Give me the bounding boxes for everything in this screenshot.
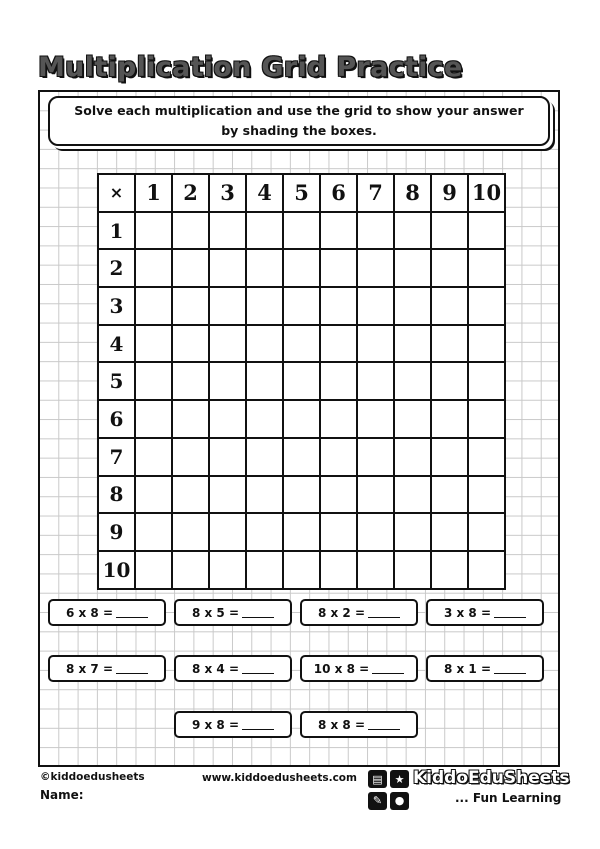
grid-col-header: 7 [357,174,394,212]
grid-row-header: 3 [98,287,135,325]
grid-shade-cell[interactable] [320,400,357,438]
grid-row [98,551,505,589]
grid-shade-cell[interactable] [209,362,246,400]
grid-col-header: 6 [320,174,357,212]
website-link[interactable]: www.kiddoedusheets.com [202,772,357,784]
grid-row-header: 5 [98,362,135,400]
grid-shade-cell[interactable] [209,438,246,476]
grid-row-header: 1 [98,212,135,250]
grid-shade-cell[interactable] [357,513,394,551]
grid-shade-cell[interactable] [135,249,172,287]
grid-shade-cell[interactable] [172,513,209,551]
grid-shade-cell[interactable] [246,362,283,400]
answer-blank[interactable] [368,719,400,730]
grid-shade-cell[interactable] [209,551,246,589]
grid-shade-cell[interactable] [394,249,431,287]
grid-shade-cell[interactable] [172,551,209,589]
grid-shade-cell[interactable] [394,476,431,514]
problem-box[interactable] [300,655,418,682]
grid-shade-cell[interactable] [209,325,246,363]
grid-shade-cell[interactable] [209,476,246,514]
grid-shade-cell[interactable] [135,212,172,250]
grid-col-header: 10 [468,174,505,212]
grid-row-header: 4 [98,325,135,363]
grid-row [98,249,505,287]
problem-box[interactable] [300,599,418,626]
problem-box[interactable] [48,599,166,626]
problem-text: 8 x 5 = [191,605,240,620]
grid-shade-cell[interactable] [394,362,431,400]
problem-box[interactable] [174,711,292,738]
grid-shade-cell[interactable] [468,362,505,400]
grid-shade-cell[interactable] [357,400,394,438]
grid-shade-cell[interactable] [468,287,505,325]
grid-shade-cell[interactable] [246,476,283,514]
grid-shade-cell[interactable] [468,325,505,363]
grid-shade-cell[interactable] [431,325,468,363]
grid-shade-cell[interactable] [135,476,172,514]
grid-row [98,287,505,325]
grid-shade-cell[interactable] [320,212,357,250]
answer-blank[interactable] [494,663,526,674]
grid-shade-cell[interactable] [320,325,357,363]
grid-shade-cell[interactable] [135,400,172,438]
grid-shade-cell[interactable] [320,249,357,287]
grid-col-header: 8 [394,174,431,212]
grid-row [98,212,505,250]
grid-shade-cell[interactable] [394,513,431,551]
grid-shade-cell[interactable] [246,212,283,250]
grid-shade-cell[interactable] [394,438,431,476]
grid-row [98,513,505,551]
grid-shade-cell[interactable] [357,362,394,400]
grid-shade-cell[interactable] [394,287,431,325]
grid-shade-cell[interactable] [283,325,320,363]
problem-text: 8 x 7 = [65,661,114,676]
grid-shade-cell[interactable] [431,400,468,438]
grid-row [98,400,505,438]
grid-shade-cell[interactable] [431,476,468,514]
grid-shade-cell[interactable] [357,551,394,589]
grid-shade-cell[interactable] [283,513,320,551]
grid-shade-cell[interactable] [468,513,505,551]
grid-shade-cell[interactable] [468,400,505,438]
grid-corner-times: × [98,174,135,212]
grid-shade-cell[interactable] [431,212,468,250]
grid-shade-cell[interactable] [283,212,320,250]
brand-tagline: ... Fun Learning [455,791,562,805]
grid-shade-cell[interactable] [468,249,505,287]
grid-shade-cell[interactable] [394,400,431,438]
instructions-box [48,96,550,146]
grid-shade-cell[interactable] [209,400,246,438]
grid-shade-cell[interactable] [172,438,209,476]
grid-shade-cell[interactable] [172,212,209,250]
grid-shade-cell[interactable] [320,476,357,514]
grid-shade-cell[interactable] [246,249,283,287]
grid-shade-cell[interactable] [283,438,320,476]
grid-shade-cell[interactable] [394,212,431,250]
answer-blank[interactable] [372,663,404,674]
grid-shade-cell[interactable] [468,438,505,476]
problem-text: 8 x 4 = [191,661,240,676]
grid-shade-cell[interactable] [320,438,357,476]
grid-shade-cell[interactable] [209,513,246,551]
pencil-icon: ✎ [368,792,387,810]
grid-row-header: 7 [98,438,135,476]
grid-shade-cell[interactable] [135,287,172,325]
answer-blank[interactable] [242,607,274,618]
grid-col-header: 9 [431,174,468,212]
grid-shade-cell[interactable] [431,513,468,551]
grid-shade-cell[interactable] [320,287,357,325]
grid-shade-cell[interactable] [283,249,320,287]
grid-shade-cell[interactable] [246,400,283,438]
grid-shade-cell[interactable] [468,212,505,250]
copyright-text: ©kiddoedusheets [40,771,145,783]
problem-box[interactable] [174,599,292,626]
grid-shade-cell[interactable] [357,249,394,287]
grid-header-row [98,174,505,212]
grid-shade-cell[interactable] [468,551,505,589]
problem-text: 6 x 8 = [65,605,114,620]
grid-shade-cell[interactable] [209,249,246,287]
problem-box[interactable] [426,599,544,626]
grid-shade-cell[interactable] [246,287,283,325]
grid-shade-cell[interactable] [209,287,246,325]
multiplication-grid [97,173,506,590]
problem-text: 8 x 2 = [317,605,366,620]
grid-shade-cell[interactable] [135,325,172,363]
grid-shade-cell[interactable] [246,325,283,363]
grid-col-header: 5 [283,174,320,212]
grid-shade-cell[interactable] [246,513,283,551]
grid-shade-cell[interactable] [394,325,431,363]
grid-shade-cell[interactable] [468,476,505,514]
grid-shade-cell[interactable] [431,362,468,400]
grid-shade-cell[interactable] [320,362,357,400]
grid-shade-cell[interactable] [320,513,357,551]
grid-shade-cell[interactable] [135,551,172,589]
grid-shade-cell[interactable] [283,476,320,514]
brand-logo-text: KiddoEduSheets [413,768,570,788]
grid-shade-cell[interactable] [357,287,394,325]
problem-box[interactable] [300,711,418,738]
grid-shade-cell[interactable] [283,362,320,400]
problem-box[interactable] [426,655,544,682]
answer-blank[interactable] [242,663,274,674]
grid-shade-cell[interactable] [283,400,320,438]
grid-shade-cell[interactable] [431,249,468,287]
grid-row-header: 9 [98,513,135,551]
grid-shade-cell[interactable] [320,551,357,589]
grid-shade-cell[interactable] [135,438,172,476]
problem-text: 3 x 8 = [443,605,492,620]
grid-shade-cell[interactable] [209,212,246,250]
answer-blank[interactable] [242,719,274,730]
book-icon: ▤ [368,770,387,788]
grid-row [98,362,505,400]
grid-shade-cell[interactable] [431,287,468,325]
problem-text: 8 x 1 = [443,661,492,676]
grid-shade-cell[interactable] [431,438,468,476]
grid-shade-cell[interactable] [172,325,209,363]
instructions-text: Solve each multiplication and use the grid to show your answer by shading the boxes. [74,103,524,138]
grid-shade-cell[interactable] [357,325,394,363]
grid-col-header: 2 [172,174,209,212]
answer-blank[interactable] [494,607,526,618]
grid-shade-cell[interactable] [357,438,394,476]
grid-shade-cell[interactable] [431,551,468,589]
problem-box[interactable] [174,655,292,682]
grid-row-header: 10 [98,551,135,589]
grid-col-header: 1 [135,174,172,212]
grid-row [98,325,505,363]
grid-shade-cell[interactable] [357,212,394,250]
palette-icon: ● [390,792,409,810]
grid-shade-cell[interactable] [172,362,209,400]
grid-row [98,438,505,476]
grid-shade-cell[interactable] [172,287,209,325]
answer-blank[interactable] [116,607,148,618]
grid-shade-cell[interactable] [172,249,209,287]
problem-text: 9 x 8 = [191,717,240,732]
grid-shade-cell[interactable] [283,551,320,589]
problem-box[interactable] [48,655,166,682]
grid-col-header: 4 [246,174,283,212]
name-label: Name: [40,788,84,802]
grid-shade-cell[interactable] [172,476,209,514]
grid-shade-cell[interactable] [246,438,283,476]
page-title: Multiplication Grid Practice [38,52,463,83]
grid-row-header: 2 [98,249,135,287]
grid-shade-cell[interactable] [357,476,394,514]
grid-shade-cell[interactable] [246,551,283,589]
grid-shade-cell[interactable] [135,513,172,551]
grid-shade-cell[interactable] [135,362,172,400]
grid-col-header: 3 [209,174,246,212]
problem-text: 10 x 8 = [313,661,370,676]
grid-row-header: 8 [98,476,135,514]
logo-icons [368,770,410,810]
answer-blank[interactable] [368,607,400,618]
grid-shade-cell[interactable] [172,400,209,438]
grid-row-header: 6 [98,400,135,438]
problem-text: 8 x 8 = [317,717,366,732]
grid-shade-cell[interactable] [394,551,431,589]
answer-blank[interactable] [116,663,148,674]
grid-row [98,476,505,514]
grid-shade-cell[interactable] [283,287,320,325]
lightbulb-icon: ★ [390,770,409,788]
